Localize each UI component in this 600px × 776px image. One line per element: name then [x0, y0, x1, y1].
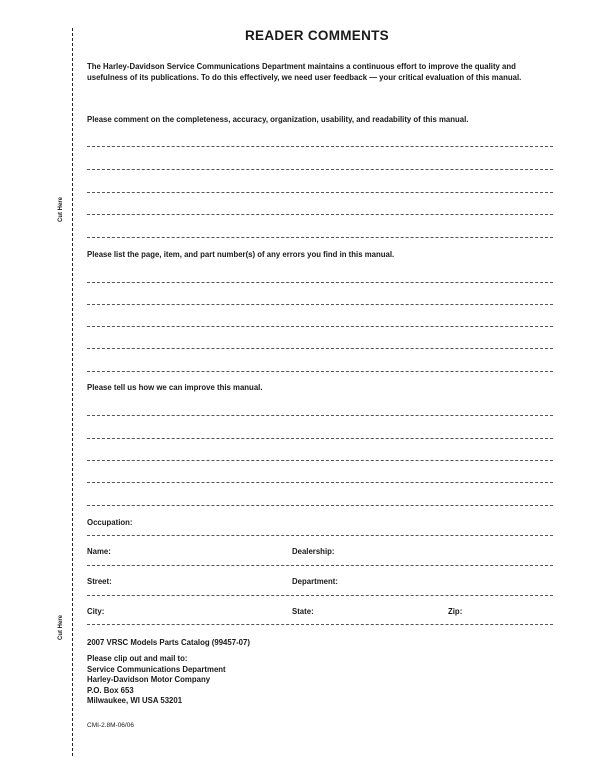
- completeness-prompt: Please comment on the completeness, accuracy, organization, usability, and readability of this manual.: [87, 115, 469, 124]
- answer-line[interactable]: [87, 348, 553, 349]
- intro-paragraph: The Harley-Davidson Service Communications Department maintains a continuous effort to improve the quality and usefulness of its publications. To do this effectively, we need user feedback — your critical evaluation of this manual.: [87, 62, 522, 82]
- city-label: City:: [87, 607, 105, 616]
- answer-line[interactable]: [87, 326, 553, 327]
- answer-line[interactable]: [87, 192, 553, 193]
- answer-line[interactable]: [87, 237, 553, 238]
- form-code: CMI-2.8M-06/06: [87, 722, 134, 729]
- occupation-field[interactable]: [87, 535, 553, 536]
- address-line: Milwaukee, WI USA 53201: [87, 696, 183, 705]
- cut-line: [72, 28, 73, 756]
- answer-line[interactable]: [87, 146, 553, 147]
- occupation-label: Occupation:: [87, 518, 133, 527]
- cut-here-label-top: Cut Here: [58, 196, 64, 222]
- address-line: P.O. Box 653: [87, 685, 134, 695]
- name-dealership-field[interactable]: [87, 565, 553, 566]
- answer-line[interactable]: [87, 169, 553, 170]
- address-line: Harley-Davidson Motor Company: [87, 675, 211, 684]
- answer-line[interactable]: [87, 482, 553, 483]
- cut-here-label-bottom: Cut Here: [58, 614, 64, 640]
- dealership-label: Dealership:: [292, 547, 335, 556]
- answer-line[interactable]: [87, 505, 553, 506]
- department-label: Department:: [292, 577, 338, 586]
- answer-line[interactable]: [87, 415, 553, 416]
- improve-prompt: Please tell us how we can improve this manual.: [87, 383, 263, 392]
- answer-line[interactable]: [87, 460, 553, 461]
- answer-line[interactable]: [87, 304, 553, 305]
- state-label: State:: [292, 607, 314, 616]
- answer-line[interactable]: [87, 214, 553, 215]
- answer-line[interactable]: [87, 438, 553, 439]
- answer-line[interactable]: [87, 371, 553, 372]
- catalog-title: 2007 VRSC Models Parts Catalog (99457-07): [87, 638, 250, 647]
- answer-line[interactable]: [87, 282, 553, 283]
- zip-label: Zip:: [448, 607, 463, 616]
- city-state-zip-field[interactable]: [87, 624, 553, 625]
- errors-prompt: Please list the page, item, and part number(s) of any errors you find in this manual.: [87, 250, 395, 259]
- street-department-field[interactable]: [87, 595, 553, 596]
- mail-instruction: Please clip out and mail to:: [87, 654, 188, 663]
- address-line: Service Communications Department: [87, 664, 226, 674]
- form-title: READER COMMENTS: [244, 28, 389, 43]
- street-label: Street:: [87, 577, 112, 586]
- mailing-address: [87, 654, 226, 707]
- name-label: Name:: [87, 547, 111, 556]
